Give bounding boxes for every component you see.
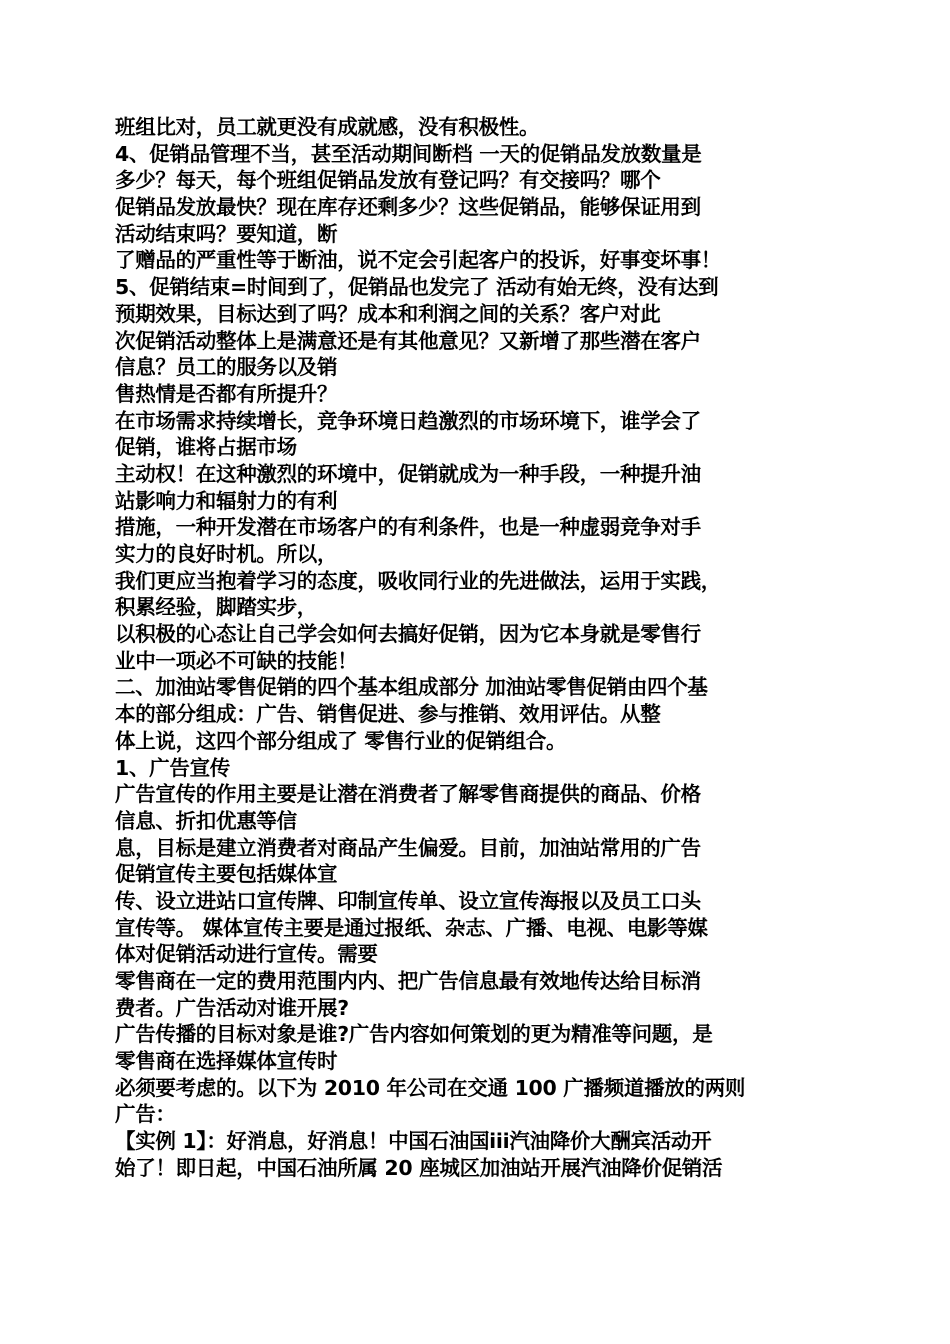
text-line: 零售商在选择媒体宣传时	[115, 1049, 338, 1074]
text-line: 站影响力和辐射力的有利	[115, 488, 338, 513]
text-line: 零售商在一定的费用范围内内、把广告信息最有效地传达给目标消	[115, 969, 701, 993]
text-line: 活动结束吗？要知道，断	[115, 221, 338, 246]
text-line: 本的部分组成：广告、销售促进、参与推销、效用评估。从整	[115, 702, 661, 727]
text-line: 息，目标是建立消费者对商品产生偏爱。目前，加油站常用的广告	[115, 835, 701, 860]
text-line: 传、设立进站口宣传牌、印制宣传单、设立宣传海报以及员工口头	[115, 888, 701, 913]
text-line: 主动权！在这种激烈的环境中，促销就成为一种手段，一种提升油	[115, 461, 701, 486]
text-line: 实力的良好时机。所以，	[115, 542, 338, 566]
text-line: 售热情是否都有所提升？	[115, 381, 338, 406]
text-line: 我们更应当抱着学习的态度，吸收同行业的先进做法，运用于实践，	[115, 568, 721, 593]
example-line: 始了！即日起，中国石油所属 20 座城区加油站开展汽油降价促销活	[115, 1155, 723, 1180]
text-line: 体对促销活动进行宣传。需要	[115, 942, 378, 967]
text-line: 费者。广告活动对谁开展?	[115, 995, 349, 1020]
text-line: 次促销活动整体上是满意还是有其他意见？又新增了那些潜在客户	[115, 328, 701, 353]
text-line: 在市场需求持续增长，竞争环境日趋激烈的市场环境下，谁学会了	[115, 408, 701, 433]
text-line: 信息、折扣优惠等信	[115, 808, 297, 833]
text-line: 了赠品的严重性等于断油，说不定会引起客户的投诉，好事变坏事！	[115, 248, 721, 273]
text-line: 措施，一种开发潜在市场客户的有利条件，也是一种虚弱竞争对手	[115, 515, 701, 540]
subsection-heading: 1、广告宣传	[115, 755, 230, 780]
text-line: 广告宣传的作用主要是让潜在消费者了解零售商提供的商品、价格	[115, 782, 701, 807]
example-line: 【实例 1】：好消息，好消息！中国石油国iii汽油降价大酬宾活动开	[115, 1129, 712, 1154]
text-line: 信息？员工的服务以及销	[115, 355, 338, 380]
text-line: 促销，谁将占据市场	[115, 435, 297, 460]
text-line: 广告：	[115, 1102, 176, 1127]
text-line: 预期效果，目标达到了吗？成本和利润之间的关系？客户对此	[115, 301, 661, 326]
text-line: 多少？每天，每个班组促销品发放有登记吗？有交接吗？哪个	[115, 168, 661, 193]
text-line: 体上说，这四个部分组成了 零售行业的促销组合。	[115, 728, 567, 753]
text-line: 促销宣传主要包括媒体宣	[115, 862, 338, 887]
document-body	[115, 114, 837, 1182]
text-line: 5、促销结束=时间到了，促销品也发完了 活动有始无终，没有达到	[115, 275, 719, 300]
text-line: 班组比对，员工就更没有成就感，没有积极性。	[115, 115, 540, 139]
text-line: 积累经验，脚踏实步，	[115, 595, 317, 620]
section-heading: 二、加油站零售促销的四个基本组成部分 加油站零售促销由四个基	[115, 675, 708, 700]
text-line: 促销品发放最快？现在库存还剩多少？这些促销品，能够保证用到	[115, 195, 701, 220]
text-line: 宣传等。 媒体宣传主要是通过报纸、杂志、广播、电视、电影等媒	[115, 915, 708, 940]
text-line: 业中一项必不可缺的技能！	[115, 648, 358, 673]
text-line: 必须要考虑的。以下为 2010 年公司在交通 100 广播频道播放的两则	[115, 1075, 746, 1100]
text-line: 以积极的心态让自己学会如何去搞好促销，因为它本身就是零售行	[115, 622, 701, 647]
text-line: 4、促销品管理不当，甚至活动期间断档 一天的促销品发放数量是	[115, 141, 702, 166]
text-line: 广告传播的目标对象是谁?广告内容如何策划的更为精准等问题，是	[115, 1022, 713, 1047]
